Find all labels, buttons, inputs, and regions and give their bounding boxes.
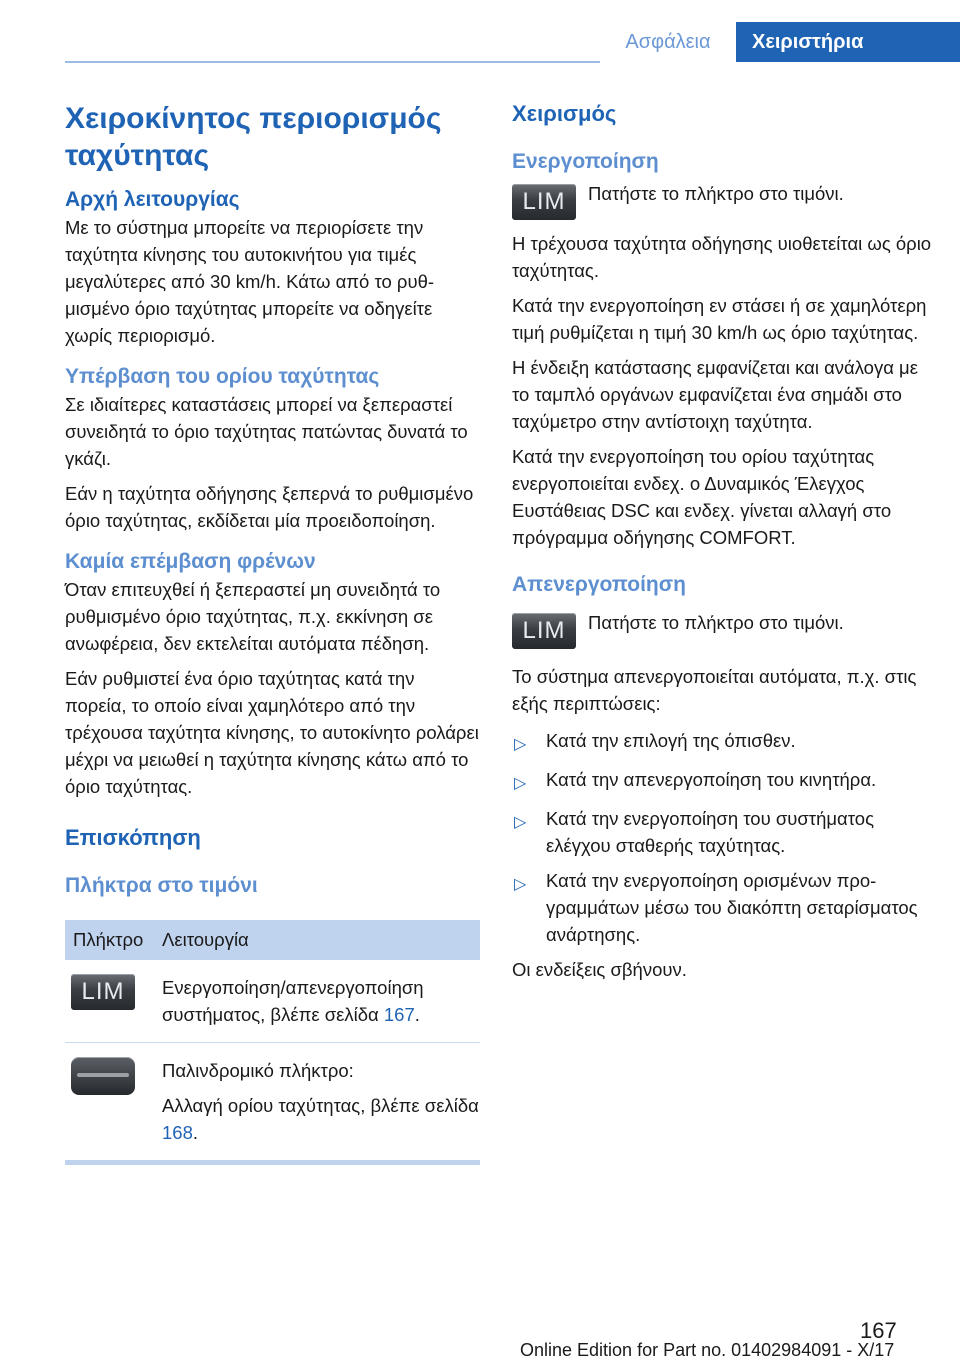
deactivate-list [512,727,932,948]
brake-heading: Καμία επέμβαση φρένων [65,550,316,573]
header-rule [65,61,600,63]
activate-paragraph-1: Η τρέχουσα ταχύτητα οδήγησης υιοθετείται ως όριο ταχύτητας. [512,233,932,281]
table-header [65,920,480,960]
activate-paragraph-3: Η ένδειξη κατάστασης εμφανίζεται και ανάλογα με το ταμπλό οργάνων εμφανίζεται ένα σημάδι στο ταχύμετρο στην αντίστοιχη ταχύτητα. [512,357,918,432]
principle-heading: Αρχή λειτουργίας [65,188,240,211]
deactivate-paragraph-2: Οι ενδείξεις σβήνουν. [512,959,687,980]
table-row [65,960,480,1043]
row2-line1: Παλινδρομικό πλήκτρο: [162,1060,354,1081]
row2-line2: Αλλαγή ορίου ταχύτητας, βλέπε σελίδα 168. [162,1095,479,1143]
left-column [65,100,480,1165]
right-column [512,100,932,983]
row2-text: Αλλαγή ορίου ταχύτητας, βλέπε σελίδα [162,1095,479,1116]
activate-paragraph-4: Κατά την ενεργοποίηση του ορίου ταχύτητας ενεργοποιείται ενδεχ. ο Δυναμικός Έλεγχος Ευστάθειας DSC και ενδεχ. γίνεται αλλαγή στο πρόγραμμα οδήγησης COMFORT. [512,446,892,548]
lim-button-icon: LIM [512,184,576,220]
activate-instruction [512,184,932,220]
col-button-header: Πλήκτρο [73,929,144,950]
deactivate-heading: Απενεργοποίηση [512,573,686,596]
brake-paragraph-1: Όταν επιτευχθεί ή ξεπεραστεί μη συνειδητά το ρυθμισμένο όριο ταχύτητας, π.χ. εκκίνηση σε ανωφέρεια, δεν εκτελείται αυτόματα πέδηση. [65,579,441,654]
page-number: 167 [860,1318,897,1343]
exceed-paragraph-1: Σε ιδιαίτερες καταστάσεις μπορεί να ξεπεραστεί συνειδητά το όριο ταχύτητας πατώντας δυνατά το γκάζι. [65,394,468,469]
deactivate-press-text: Πατήστε το πλήκτρο στο τιμόνι. [588,612,844,633]
deactivate-instruction [512,613,932,649]
lim-button-icon: LIM [512,613,576,649]
overview-heading: Επισκόπηση [65,825,201,850]
exceed-heading: Υπέρβαση του ορίου ταχύτητας [65,365,380,388]
tab-chapter[interactable]: Χειριστήρια [736,22,960,62]
triangle-bullet-icon: ▷ [514,775,527,792]
rocker-switch-icon [71,1057,135,1095]
list-item: ▷ Κατά την ενεργοποίηση ορισμένων προγραμμάτων μέσω του διακόπτη σεταρίσματος ανάρτησης. [512,867,932,948]
buttons-heading: Πλήκτρα στο τιμόνι [65,874,258,897]
buttons-table [65,920,480,1165]
activate-paragraph-2: Κατά την ενεργοποίηση εν στάσει ή σε χαμηλότερη τιμή ρυθμίζεται η τιμή 30 km/h ως όριο ταχύτητας. [512,295,927,343]
edition-text: Online Edition for Part no. 01402984091 - X/17 [520,1340,895,1360]
row2-page-link[interactable]: 168 [162,1122,193,1143]
principle-text: Με το σύστημα μπορείτε να περιορίσετε την ταχύτητα κίνησης του αυτοκινήτου για τιμές μεγαλύτερες από 30 km/h. Κάτω από το ρυθμισμένο όριο ταχύτητας μπορείτε να οδηγείτε χωρίς περιορισμό. [65,217,435,346]
list-item: ▷ Κατά την επιλογή της όπισθεν. [512,727,932,758]
triangle-bullet-icon: ▷ [514,876,527,893]
operation-heading: Χειρισμός [512,101,617,126]
triangle-bullet-icon: ▷ [514,814,527,831]
exceed-paragraph-2: Εάν η ταχύτητα οδήγησης ξεπερνά το ρυθμισμένο όριο ταχύτητας, εκδίδεται μία προειδοποίηση. [65,483,474,531]
brake-paragraph-2: Εάν ρυθμιστεί ένα όριο ταχύτητας κατά την πορεία, το οποίο είναι χαμηλότερο από την τρέχουσα ταχύτητα κίνησης, το αυτοκίνητο ρολάρει μέχρι να μειωθεί η ταχύτητα κίνησης κάτω από το όριο ταχύτητας. [65,668,479,797]
activate-heading: Ενεργοποίηση [512,150,659,173]
page-title: Χειροκίνητος περιορισμός ταχύτητας [65,102,442,172]
row1-function: Ενεργοποίηση/απενεργοποίηση συστήματος, βλέπε σελίδα 167. [162,977,424,1025]
triangle-bullet-icon: ▷ [514,736,527,753]
col-function-header: Λειτουργία [162,929,249,950]
list-item: ▷ Κατά την ενεργοποίηση του συστήματος ελέγχου σταθερής ταχύτητας. [512,805,932,859]
row1-page-link[interactable]: 167 [383,1004,415,1025]
row1-text: Ενεργοποίηση/απενεργοποίηση συστήματος, βλέπε σελίδα [162,977,424,1025]
lim-button-icon: LIM [71,974,135,1010]
table-bottom-rule [65,1160,480,1165]
row2-function [162,1057,480,1146]
table-row [65,1043,480,1160]
header-tabs [600,22,960,62]
deactivate-paragraph-1: Το σύστημα απενεργοποιείται αυτόματα, π.χ. στις εξής περιπτώσεις: [512,666,917,714]
activate-press-text: Πατήστε το πλήκτρο στο τιμόνι. [588,183,844,204]
lim-icon-cell [65,974,162,1028]
list-item: ▷ Κατά την απενεργοποίηση του κινητήρα. [512,766,932,797]
rocker-icon-cell [65,1057,162,1146]
tab-section[interactable]: Ασφάλεια [625,30,711,53]
